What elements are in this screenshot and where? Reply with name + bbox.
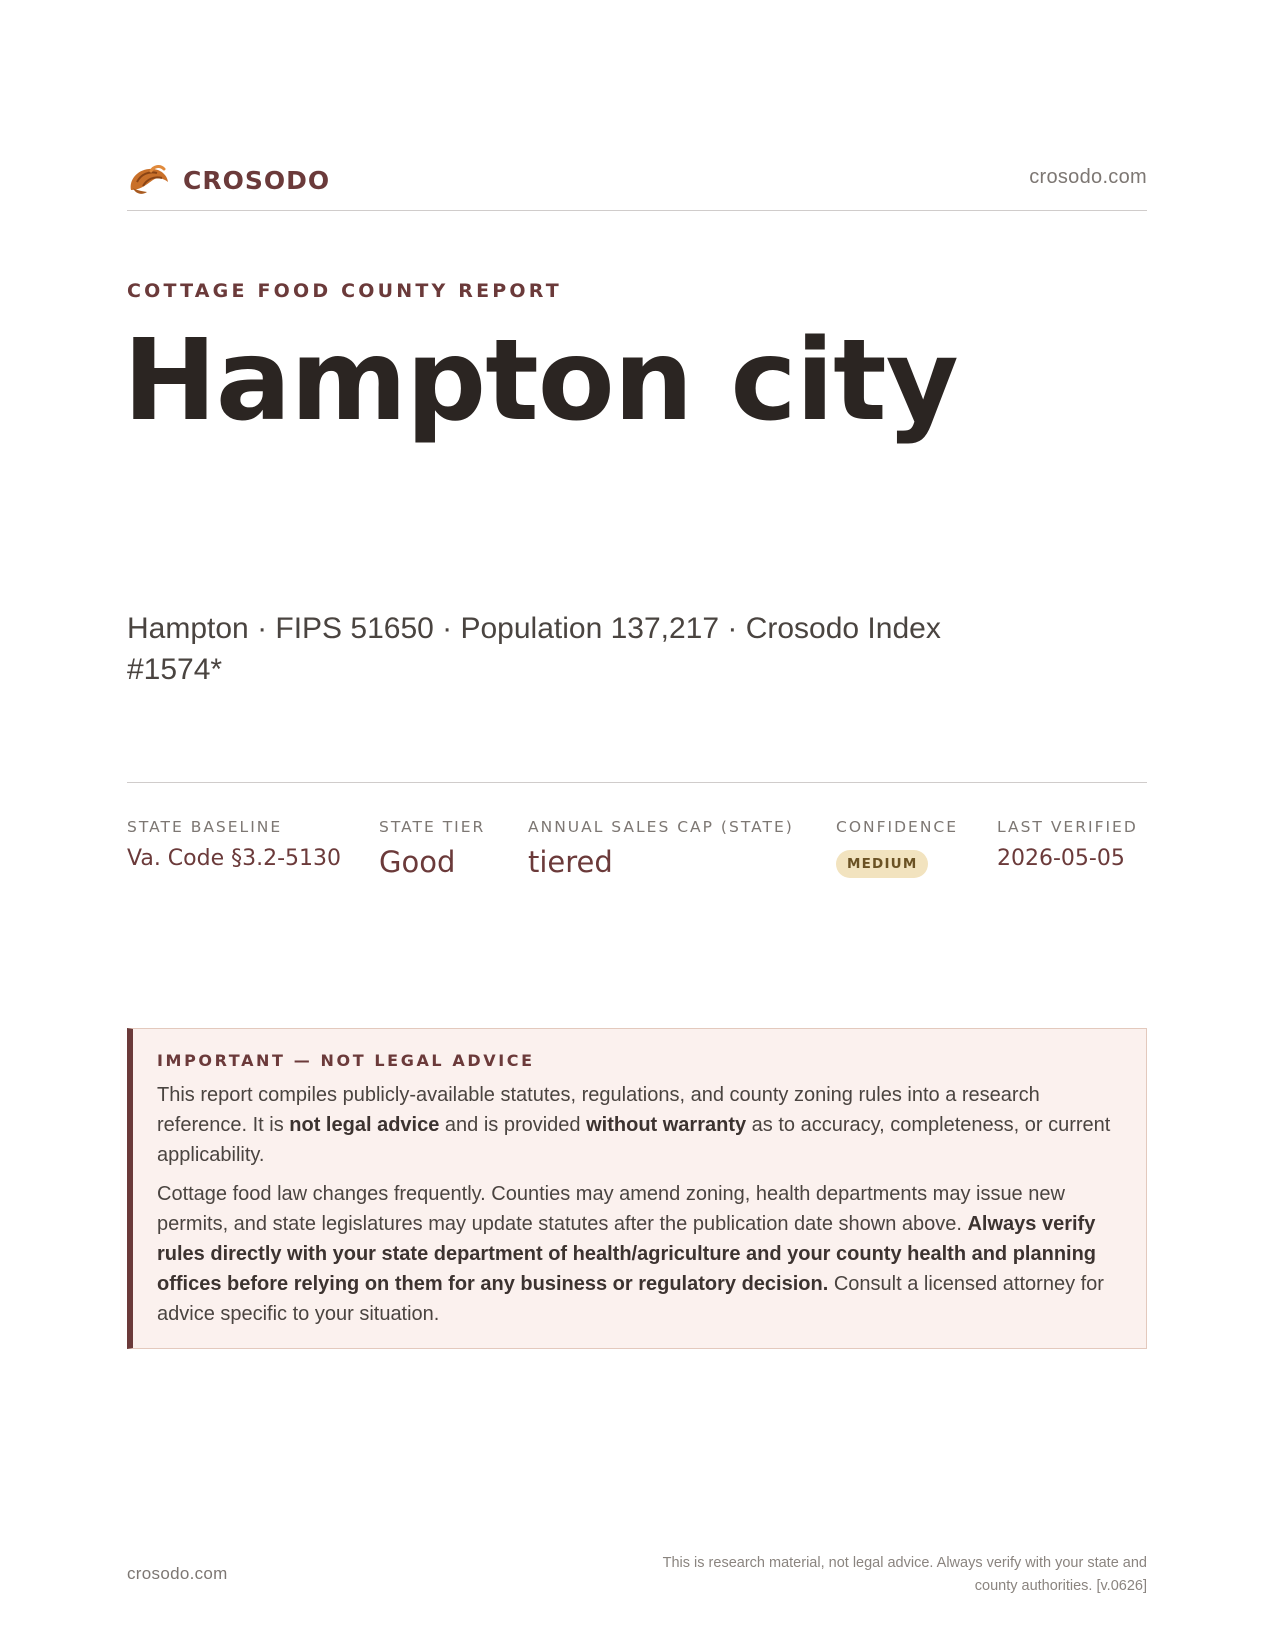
confidence-badge: MEDIUM	[836, 850, 928, 878]
notice-paragraph-1	[157, 1080, 1120, 1170]
notice-text: Cottage food law changes frequently. Counties may amend zoning, health departments may issue new permits, and state legislatures may update statutes after the publication date shown above.	[157, 1183, 1065, 1235]
report-page	[123, 0, 1147, 1650]
stat-label: CONFIDENCE	[836, 818, 959, 836]
page-title: Hampton city	[123, 316, 958, 446]
footer-disclaimer: This is research material, not legal advice. Always verify with your state and county authorities. [v.0626]	[662, 1555, 1147, 1594]
report-subtitle: Hampton · FIPS 51650 · Population 137,217 · Crosodo Index #1574*	[127, 612, 941, 686]
legal-notice	[127, 1028, 1147, 1349]
footer-site-url[interactable]: crosodo.com	[127, 1564, 228, 1583]
report-eyebrow: COTTAGE FOOD COUNTY REPORT	[127, 280, 562, 302]
stat-label: ANNUAL SALES CAP (STATE)	[528, 818, 794, 836]
notice-bold: Always verify rules directly with your state department of health/agriculture and your county health and planning offices before relying on them for any business or regulatory decision.	[157, 1213, 1097, 1295]
brand-name: CROSODO	[183, 165, 331, 195]
notice-text: Consult a licensed attorney for advice specific to your situation.	[157, 1273, 1104, 1325]
croissant-icon	[127, 160, 171, 200]
site-url-link[interactable]: crosodo.com	[1029, 166, 1147, 188]
stat-value: 2026-05-05	[997, 846, 1125, 871]
stats-row	[127, 818, 1147, 898]
notice-text: This report compiles publicly-available statutes, regulations, and county zoning rules into a research reference. It is	[157, 1084, 1040, 1136]
stat-value: Va. Code §3.2-5130	[127, 846, 342, 871]
section-divider	[127, 782, 1147, 783]
stat-value: Good	[379, 845, 456, 879]
stat-label: LAST VERIFIED	[997, 818, 1138, 836]
stat-label: STATE TIER	[379, 818, 486, 836]
stat-last-verified	[997, 818, 1138, 871]
stat-value: tiered	[528, 845, 613, 879]
notice-paragraph-2	[157, 1179, 1120, 1329]
stat-state-tier	[379, 818, 485, 879]
notice-bold: not legal advice	[289, 1114, 440, 1136]
stat-state-baseline	[127, 818, 341, 871]
page-header	[127, 160, 1147, 211]
notice-text: and is provided	[439, 1114, 587, 1136]
stat-label: STATE BASELINE	[127, 818, 283, 836]
stat-annual-sales-cap	[528, 818, 794, 879]
notice-bold: without warranty	[586, 1114, 747, 1136]
stat-confidence	[836, 818, 958, 878]
notice-text: as to accuracy, completeness, or current applicability.	[157, 1114, 1111, 1166]
notice-title: IMPORTANT — NOT LEGAL ADVICE	[157, 1051, 535, 1070]
brand[interactable]	[127, 160, 330, 200]
